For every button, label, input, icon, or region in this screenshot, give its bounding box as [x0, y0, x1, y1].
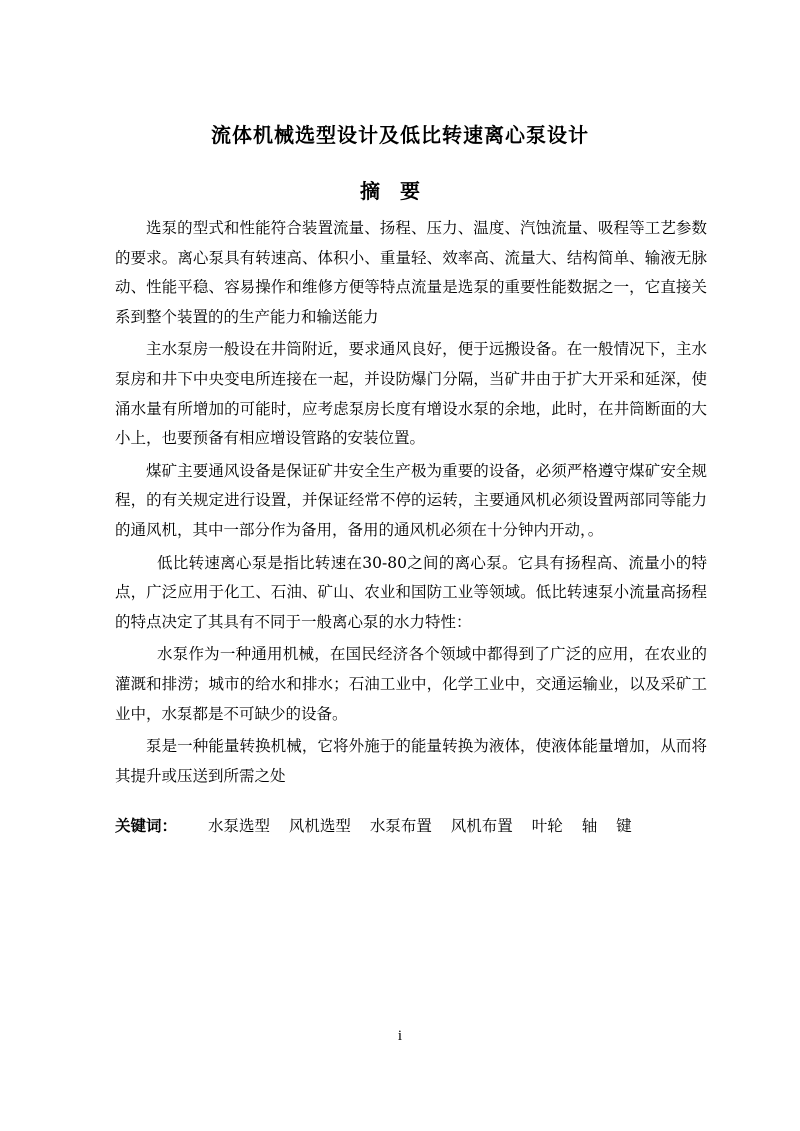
abstract-paragraph: 煤矿主要通风设备是保证矿井安全生产极为重要的设备，必须严格遵守煤矿安全规程，的有关规定进行设置，并保证经常不停的运转，主要通风机必须设置两部同等能力的通风机，其中一部分作为备用，备用的通风机必须在十分钟内开动，。 — [115, 461, 707, 539]
abstract-body — [115, 214, 707, 794]
page-number: i — [397, 1028, 403, 1044]
abstract-paragraph: 主水泵房一般设在井筒附近，要求通风良好，便于远搬设备。在一般情况下，主水泵房和井下中央变电所连接在一起，并设防爆门分隔，当矿井由于扩大开采和延深，使涌水量有所增加的可能时，应考虑泵房长度有增设水泵的余地，此时，在井筒断面的大小上，也要预备有相应增设管路的安装位置。 — [115, 340, 707, 448]
abstract-paragraph: 低比转速离心泵是指比转速在30-80之间的离心泵。它具有扬程高、流量小的特点，广泛应用于化工、石油、矿山、农业和国防工业等领域。低比转速泵小流量高扬程的特点决定了其具有不同于一般离心泵的水力特性： — [115, 553, 707, 631]
keyword: 水泵选型 — [207, 817, 270, 835]
abstract-paragraph: 泵是一种能量转换机械，它将外施于的能量转换为液体，使液体能量增加，从而将其提升或压送到所需之处 — [115, 737, 707, 785]
keywords-label: 关键词： — [115, 817, 178, 835]
abstract-paragraph: 水泵作为一种通用机械，在国民经济各个领域中都得到了广泛的应用，在农业的灌溉和排涝；城市的给水和排水；石油工业中，化学工业中，交通运输业，以及采矿工业中，水泵都是不可缺少的设备。 — [115, 645, 707, 723]
abstract-heading: 摘要 — [360, 179, 440, 203]
keyword: 风机选型 — [288, 817, 351, 835]
keyword: 轴 — [581, 817, 598, 835]
keyword: 风机布置 — [450, 817, 513, 835]
document-title: 流体机械选型设计及低比转速离心泵设计 — [211, 123, 589, 147]
abstract-paragraph: 选泵的型式和性能符合装置流量、扬程、压力、温度、汽蚀流量、吸程等工艺参数的要求。离心泵具有转速高、体积小、重量轻、效率高、流量大、结构简单、输液无脉动、性能平稳、容易操作和维修方便等特点流量是选泵的重要性能数据之一，它直接关系到整个装置的的生产能力和输送能力 — [115, 219, 707, 326]
keyword: 水泵布置 — [369, 817, 432, 835]
keywords-line — [115, 812, 707, 840]
keyword: 键 — [616, 817, 632, 835]
keyword: 叶轮 — [531, 817, 563, 835]
